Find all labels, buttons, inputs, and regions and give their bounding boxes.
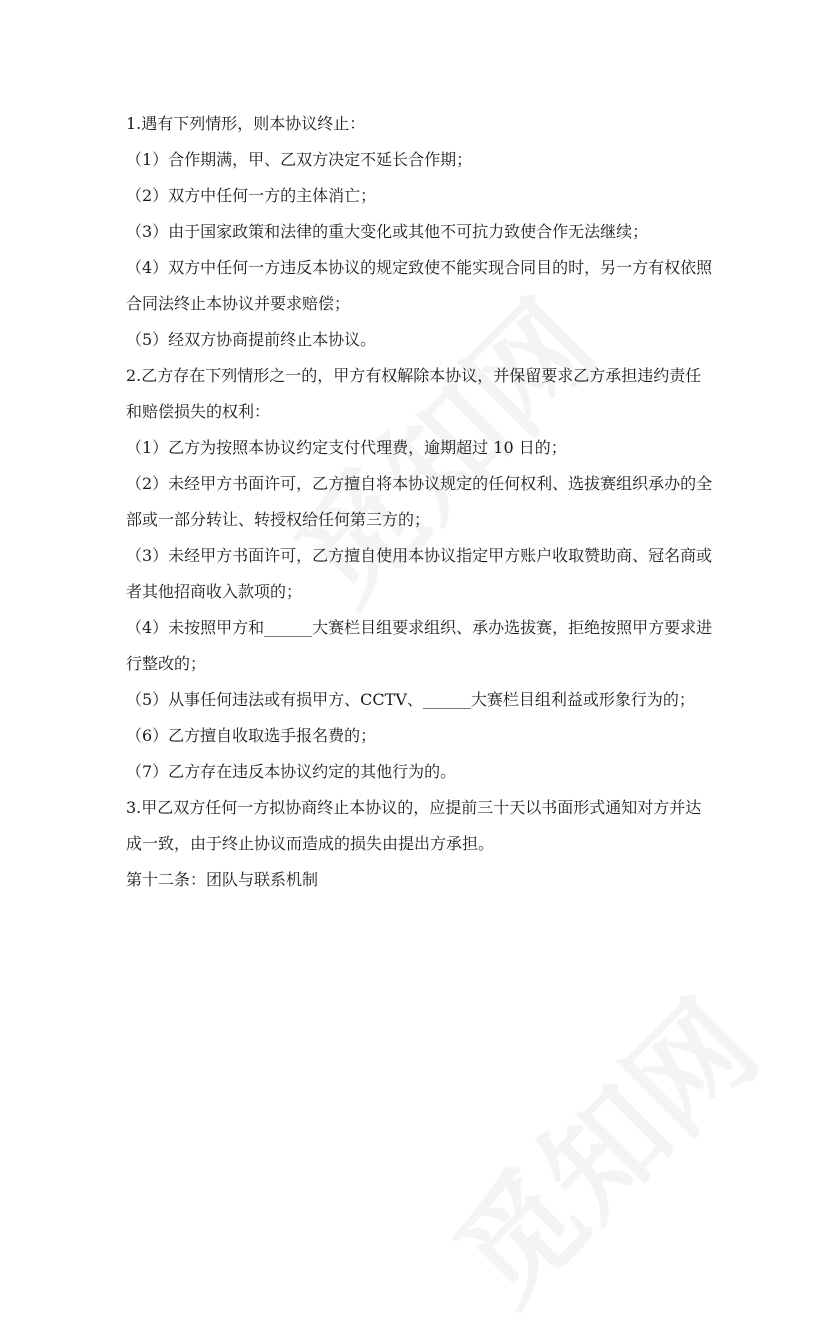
clause-2-item-6: （6）乙方擅自收取选手报名费的； <box>126 726 377 745</box>
article-12-heading: 第十二条：团队与联系机制 <box>126 870 319 889</box>
clause-2-heading: 2.乙方存在下列情形之一的，甲方有权解除本协议，并保留要求乙方承担违约责任和赔偿损失的权利： <box>126 366 702 421</box>
clause-2-item-5: （5）从事任何违法或有损甲方、CCTV、______大赛栏目组利益或形象行为的； <box>126 690 695 709</box>
clause-2-item-4: （4）未按照甲方和______大赛栏目组要求组织、承办选拔赛，拒绝按照甲方要求进行整改的； <box>126 618 713 673</box>
clause-1-item-3: （3）由于国家政策和法律的重大变化或其他不可抗力致使合作无法继续； <box>126 222 649 241</box>
clause-1-item-5: （5）经双方协商提前终止本协议。 <box>126 330 377 349</box>
clause-3: 3.甲乙双方任何一方拟协商终止本协议的，应提前三十天以书面形式通知对方并达成一致，由于终止协议而造成的损失由提出方承担。 <box>126 798 702 853</box>
clause-1-item-1: （1）合作期满，甲、乙双方决定不延长合作期； <box>126 150 473 169</box>
document-body <box>126 106 716 898</box>
clause-1-heading: 1.遇有下列情形，则本协议终止： <box>126 114 366 133</box>
clause-1-item-4: （4）双方中任何一方违反本协议的规定致使不能实现合同目的时，另一方有权依照合同法终止本协议并要求赔偿； <box>126 258 713 313</box>
clause-2-item-1: （1）乙方为按照本协议约定支付代理费，逾期超过 10 日的； <box>126 438 567 457</box>
clause-1-item-2: （2）双方中任何一方的主体消亡； <box>126 186 377 205</box>
watermark-bottom <box>412 958 788 1334</box>
clause-2-item-3: （3）未经甲方书面许可，乙方擅自使用本协议指定甲方账户收取赞助商、冠名商或者其他招商收入款项的； <box>126 546 713 601</box>
clause-2-item-7: （7）乙方存在违反本协议约定的其他行为的。 <box>126 762 457 781</box>
clause-2-item-2: （2）未经甲方书面许可，乙方擅自将本协议规定的任何权利、选拔赛组织承办的全部或一部分转让、转授权给任何第三方的； <box>126 474 713 529</box>
